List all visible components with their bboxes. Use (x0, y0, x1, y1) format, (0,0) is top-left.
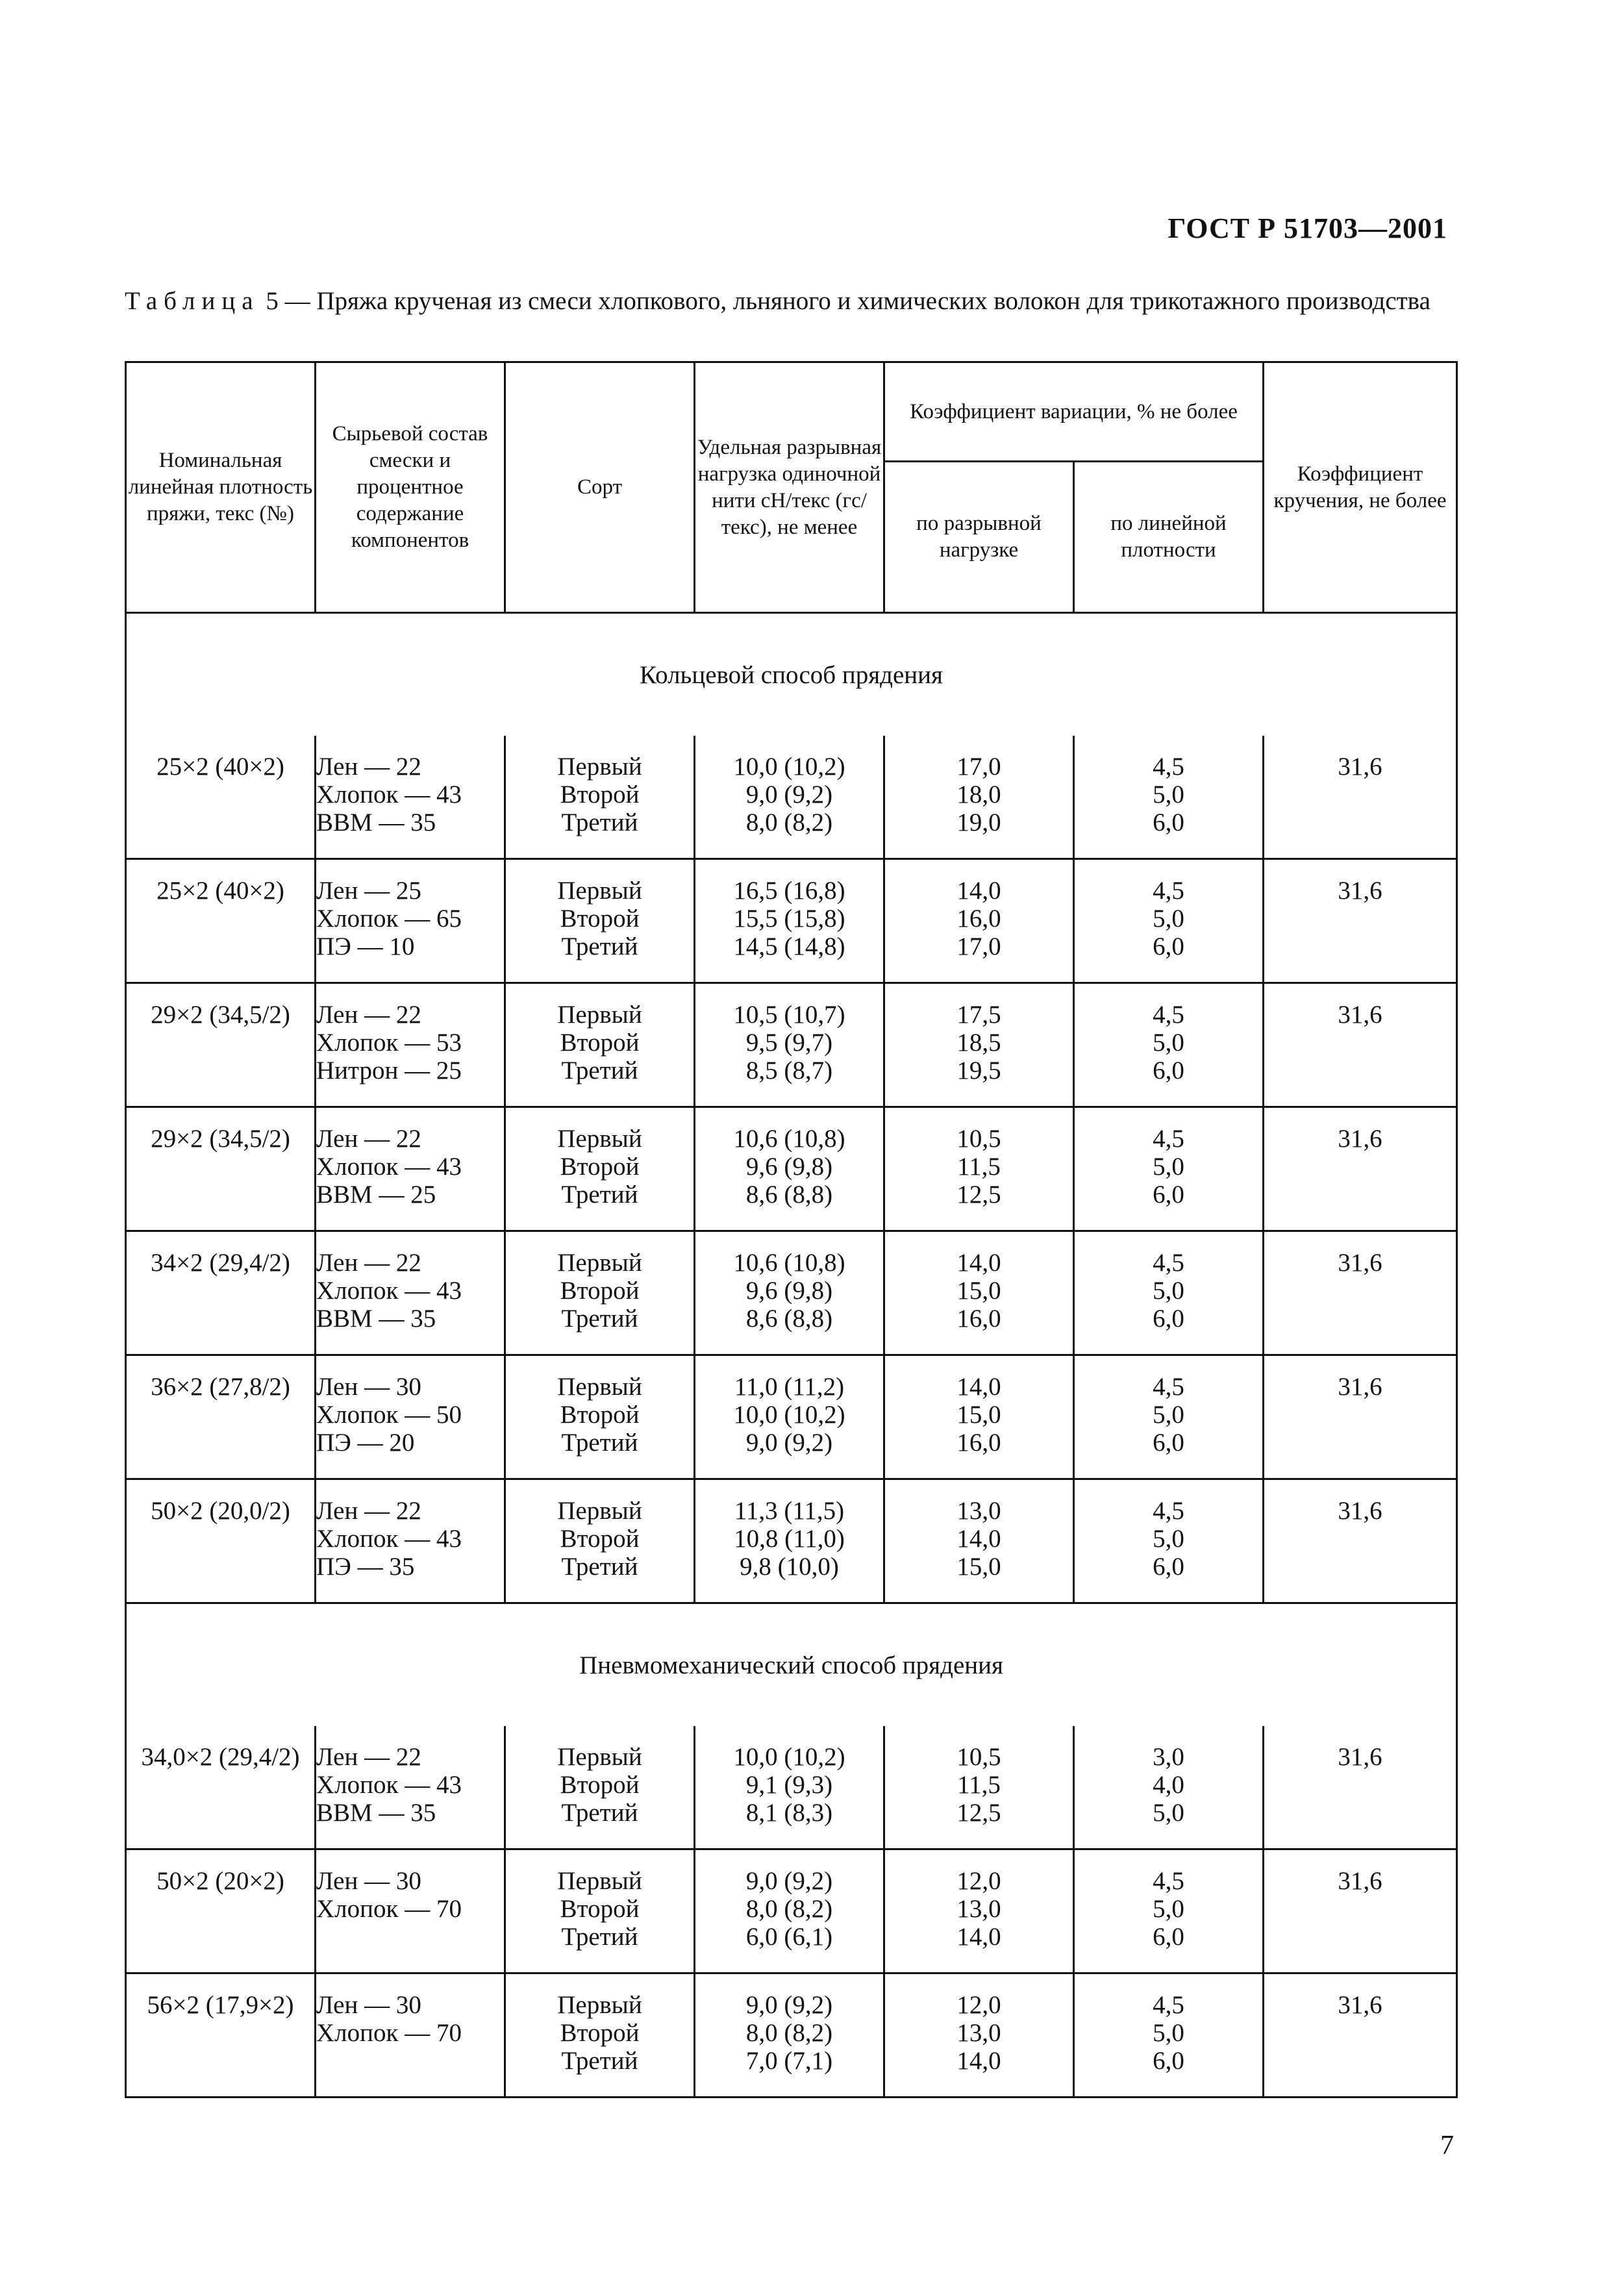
section-title: Пневмомеханический способ прядения (126, 1603, 1457, 1727)
grade-cell-line: Третий (561, 808, 638, 836)
twist-cell: 31,6 (1264, 1849, 1457, 1973)
twist-cell: 31,6 (1264, 1479, 1457, 1603)
grade-cell-line: Второй (560, 1771, 640, 1799)
caption-text: 5 — Пряжа крученая из смеси хлопкового, льняного и химических волокон для трикотажного производства (266, 287, 1430, 315)
grade-cell-line: Первый (557, 877, 642, 905)
var-density-cell-line: 6,0 (1153, 1305, 1184, 1333)
var-load-cell-line: 12,5 (956, 1799, 1001, 1827)
twist-cell: 31,6 (1264, 1355, 1457, 1479)
load-cell-line: 9,1 (9,3) (745, 1771, 833, 1799)
twist-cell: 31,6 (1264, 983, 1457, 1107)
header-var-load: по разрывной нагрузке (884, 462, 1074, 613)
grade-cell-line: Второй (560, 2019, 640, 2047)
var-density-cell-line: 4,0 (1153, 1771, 1184, 1799)
load-cell-line: 8,6 (8,8) (745, 1181, 833, 1209)
twist-cell: 31,6 (1264, 736, 1457, 859)
composition-cell (316, 1355, 505, 1479)
load-cell-line: 11,0 (11,2) (734, 1373, 845, 1401)
load-cell-line: 7,0 (7,1) (745, 2047, 833, 2075)
composition-cell-line: ПЭ — 10 (316, 933, 415, 960)
var-load-cell-line: 17,0 (956, 753, 1001, 781)
section-row (126, 1603, 1457, 1727)
composition-cell-line: Лен — 22 (316, 1125, 421, 1153)
section-title: Кольцевой способ прядения (126, 613, 1457, 736)
table-row (126, 736, 1457, 859)
density-cell: 25×2 (40×2) (126, 859, 316, 983)
document-id: ГОСТ Р 51703—2001 (1168, 212, 1447, 244)
var-density-cell-line: 5,0 (1153, 2019, 1184, 2047)
grade-cell-line: Третий (561, 1553, 638, 1581)
var-load-cell-line: 14,0 (956, 1525, 1001, 1553)
density-cell: 29×2 (34,5/2) (126, 983, 316, 1107)
load-cell-line: 9,6 (9,8) (745, 1153, 833, 1181)
composition-cell (316, 859, 505, 983)
load-cell-line: 9,6 (9,8) (745, 1277, 833, 1305)
composition-cell-line: ПЭ — 20 (316, 1429, 415, 1457)
composition-cell-line: Хлопок — 70 (316, 1895, 462, 1923)
composition-cell-line: Лен — 30 (316, 1867, 421, 1895)
var-density-cell-line: 6,0 (1153, 808, 1184, 836)
var-load-cell-line: 14,0 (956, 877, 1001, 905)
composition-cell-line: ПЭ — 35 (316, 1553, 415, 1581)
var-load-cell-line: 19,0 (956, 808, 1001, 836)
load-cell-line: 6,0 (6,1) (745, 1923, 833, 1951)
header-density: Номинальная линейная плотность пряжи, текс (№) (126, 362, 316, 613)
density-cell: 36×2 (27,8/2) (126, 1355, 316, 1479)
table-row (126, 1973, 1457, 2098)
var-load-cell-line: 17,0 (956, 933, 1001, 960)
var-density-cell-line: 6,0 (1153, 1553, 1184, 1581)
var-density-cell (1074, 1849, 1264, 1973)
var-density-cell-line: 4,5 (1153, 877, 1184, 905)
composition-cell (316, 983, 505, 1107)
load-cell (695, 859, 884, 983)
grade-cell (505, 1479, 695, 1603)
grade-cell (505, 736, 695, 859)
var-density-cell-line: 4,5 (1153, 1125, 1184, 1153)
var-density-cell (1074, 859, 1264, 983)
composition-cell-line: ВВМ — 35 (316, 1799, 436, 1827)
composition-cell (316, 1973, 505, 2098)
composition-cell-line: Лен — 22 (316, 753, 421, 781)
var-load-cell (884, 1973, 1074, 2098)
var-density-cell (1074, 1355, 1264, 1479)
var-load-cell (884, 1849, 1074, 1973)
table-row (126, 859, 1457, 983)
composition-cell-line: Хлопок — 43 (316, 781, 462, 808)
load-cell-line: 9,0 (9,2) (745, 1429, 833, 1457)
load-cell-line: 8,1 (8,3) (745, 1799, 833, 1827)
grade-cell-line: Второй (560, 1029, 640, 1057)
load-cell (695, 1726, 884, 1849)
load-cell-line: 10,5 (10,7) (733, 1001, 845, 1029)
var-load-cell-line: 10,5 (956, 1125, 1001, 1153)
load-cell (695, 1107, 884, 1231)
grade-cell-line: Первый (557, 1001, 642, 1029)
load-cell-line: 8,0 (8,2) (745, 1895, 833, 1923)
load-cell-line: 9,0 (9,2) (745, 1991, 833, 2019)
grade-cell-line: Первый (557, 1497, 642, 1525)
table-row (126, 1849, 1457, 1973)
grade-cell (505, 1973, 695, 2098)
var-density-cell (1074, 983, 1264, 1107)
composition-cell-line: ВВМ — 35 (316, 808, 436, 836)
grade-cell (505, 1726, 695, 1849)
var-load-cell-line: 15,0 (956, 1401, 1001, 1429)
var-density-cell-line: 5,0 (1153, 1799, 1184, 1827)
var-density-cell-line: 4,5 (1153, 1249, 1184, 1277)
density-cell: 34×2 (29,4/2) (126, 1231, 316, 1355)
var-density-cell (1074, 1231, 1264, 1355)
composition-cell (316, 736, 505, 859)
composition-cell-line: Хлопок — 43 (316, 1771, 462, 1799)
var-density-cell-line: 5,0 (1153, 1401, 1184, 1429)
var-load-cell-line: 13,0 (956, 1895, 1001, 1923)
grade-cell-line: Второй (560, 1153, 640, 1181)
composition-cell-line: Хлопок — 53 (316, 1029, 462, 1057)
grade-cell (505, 859, 695, 983)
var-load-cell-line: 16,0 (956, 905, 1001, 933)
table-row (126, 1479, 1457, 1603)
composition-cell-line: ВВМ — 25 (316, 1181, 436, 1209)
yarn-properties-table (125, 361, 1458, 2098)
grade-cell (505, 1355, 695, 1479)
composition-cell-line: Лен — 30 (316, 1991, 421, 2019)
var-load-cell-line: 18,0 (956, 781, 1001, 808)
composition-cell-line: Лен — 22 (316, 1249, 421, 1277)
var-density-cell (1074, 1726, 1264, 1849)
grade-cell-line: Третий (561, 2047, 638, 2075)
var-load-cell (884, 983, 1074, 1107)
var-load-cell-line: 12,0 (956, 1991, 1001, 2019)
var-density-cell-line: 3,0 (1153, 1743, 1184, 1771)
load-cell-line: 8,5 (8,7) (745, 1057, 833, 1084)
table-row (126, 1107, 1457, 1231)
load-cell-line: 8,0 (8,2) (745, 2019, 833, 2047)
table-body (126, 613, 1457, 2098)
var-load-cell-line: 11,5 (957, 1153, 1001, 1181)
grade-cell-line: Второй (560, 1277, 640, 1305)
var-density-cell-line: 5,0 (1153, 1895, 1184, 1923)
var-load-cell-line: 10,5 (956, 1743, 1001, 1771)
density-cell: 50×2 (20,0/2) (126, 1479, 316, 1603)
table-row (126, 1726, 1457, 1849)
var-load-cell (884, 736, 1074, 859)
load-cell (695, 1973, 884, 2098)
var-load-cell (884, 1107, 1074, 1231)
load-cell-line: 15,5 (15,8) (733, 905, 845, 933)
composition-cell-line: Хлопок — 65 (316, 905, 462, 933)
grade-cell-line: Первый (557, 1867, 642, 1895)
var-load-cell-line: 14,0 (956, 2047, 1001, 2075)
composition-cell-line: Лен — 22 (316, 1743, 421, 1771)
var-load-cell (884, 1231, 1074, 1355)
load-cell (695, 983, 884, 1107)
var-load-cell-line: 16,0 (956, 1305, 1001, 1333)
grade-cell-line: Второй (560, 1401, 640, 1429)
load-cell-line: 8,6 (8,8) (745, 1305, 833, 1333)
var-density-cell-line: 5,0 (1153, 1153, 1184, 1181)
grade-cell-line: Первый (557, 1991, 642, 2019)
load-cell-line: 9,0 (9,2) (745, 1867, 833, 1895)
twist-cell: 31,6 (1264, 1726, 1457, 1849)
var-density-cell (1074, 736, 1264, 859)
var-density-cell-line: 6,0 (1153, 933, 1184, 960)
composition-cell-line: Хлопок — 50 (316, 1401, 462, 1429)
composition-cell (316, 1479, 505, 1603)
composition-cell-line: Хлопок — 43 (316, 1153, 462, 1181)
twist-cell: 31,6 (1264, 1107, 1457, 1231)
header-var-density: по линейной плотности (1074, 462, 1264, 613)
load-cell-line: 10,0 (10,2) (733, 1743, 845, 1771)
var-density-cell (1074, 1107, 1264, 1231)
composition-cell-line: Хлопок — 43 (316, 1525, 462, 1553)
composition-cell (316, 1726, 505, 1849)
header-twist: Коэффициент кручения, не более (1264, 362, 1457, 613)
table-header-row (126, 362, 1457, 462)
table-row (126, 983, 1457, 1107)
var-density-cell-line: 4,5 (1153, 1497, 1184, 1525)
density-cell: 56×2 (17,9×2) (126, 1973, 316, 2098)
load-cell (695, 1355, 884, 1479)
grade-cell-line: Третий (561, 1305, 638, 1333)
twist-cell: 31,6 (1264, 1973, 1457, 2098)
var-load-cell-line: 15,0 (956, 1277, 1001, 1305)
var-load-cell-line: 13,0 (956, 1497, 1001, 1525)
var-density-cell-line: 6,0 (1153, 1181, 1184, 1209)
composition-cell-line: Нитрон — 25 (316, 1057, 462, 1084)
header-variation: Коэффициент вариации, % не более (884, 362, 1264, 462)
grade-cell-line: Первый (557, 753, 642, 781)
load-cell (695, 736, 884, 859)
var-load-cell (884, 1479, 1074, 1603)
var-density-cell-line: 6,0 (1153, 1429, 1184, 1457)
load-cell-line: 8,0 (8,2) (745, 808, 833, 836)
density-cell: 25×2 (40×2) (126, 736, 316, 859)
grade-cell-line: Третий (561, 1057, 638, 1084)
var-density-cell-line: 5,0 (1153, 1029, 1184, 1057)
var-load-cell-line: 12,5 (956, 1181, 1001, 1209)
var-load-cell-line: 17,5 (956, 1001, 1001, 1029)
grade-cell (505, 1849, 695, 1973)
grade-cell-line: Третий (561, 933, 638, 960)
load-cell (695, 1231, 884, 1355)
var-load-cell-line: 19,5 (956, 1057, 1001, 1084)
composition-cell-line: ВВМ — 35 (316, 1305, 436, 1333)
caption-label: Таблица (125, 287, 260, 315)
grade-cell (505, 983, 695, 1107)
var-density-cell-line: 5,0 (1153, 781, 1184, 808)
var-density-cell (1074, 1973, 1264, 2098)
var-load-cell-line: 11,5 (957, 1771, 1001, 1799)
twist-cell: 31,6 (1264, 859, 1457, 983)
var-load-cell-line: 12,0 (956, 1867, 1001, 1895)
load-cell-line: 11,3 (11,5) (734, 1497, 845, 1525)
grade-cell (505, 1107, 695, 1231)
var-load-cell-line: 14,0 (956, 1923, 1001, 1951)
var-density-cell-line: 4,5 (1153, 753, 1184, 781)
var-load-cell (884, 1355, 1074, 1479)
density-cell: 34,0×2 (29,4/2) (126, 1726, 316, 1849)
var-density-cell-line: 5,0 (1153, 905, 1184, 933)
var-load-cell-line: 14,0 (956, 1373, 1001, 1401)
var-load-cell-line: 16,0 (956, 1429, 1001, 1457)
load-cell-line: 10,6 (10,8) (733, 1249, 845, 1277)
density-cell: 50×2 (20×2) (126, 1849, 316, 1973)
composition-cell (316, 1107, 505, 1231)
load-cell-line: 9,5 (9,7) (745, 1029, 833, 1057)
var-density-cell-line: 4,5 (1153, 1991, 1184, 2019)
load-cell-line: 16,5 (16,8) (733, 877, 845, 905)
header-grade: Сорт (505, 362, 695, 613)
composition-cell (316, 1231, 505, 1355)
composition-cell-line: Хлопок — 70 (316, 2019, 462, 2047)
header-composition: Сырьевой состав смески и процентное содержание компонентов (316, 362, 505, 613)
grade-cell-line: Второй (560, 1895, 640, 1923)
var-load-cell-line: 15,0 (956, 1553, 1001, 1581)
load-cell-line: 10,0 (10,2) (733, 1401, 845, 1429)
var-density-cell-line: 4,5 (1153, 1001, 1184, 1029)
section-row (126, 613, 1457, 736)
grade-cell-line: Первый (557, 1249, 642, 1277)
composition-cell (316, 1849, 505, 1973)
var-load-cell-line: 14,0 (956, 1249, 1001, 1277)
table-caption (125, 286, 1449, 316)
grade-cell-line: Третий (561, 1181, 638, 1209)
grade-cell (505, 1231, 695, 1355)
grade-cell-line: Третий (561, 1923, 638, 1951)
var-density-cell-line: 6,0 (1153, 1923, 1184, 1951)
grade-cell-line: Первый (557, 1743, 642, 1771)
table-row (126, 1231, 1457, 1355)
var-load-cell-line: 13,0 (956, 2019, 1001, 2047)
twist-cell: 31,6 (1264, 1231, 1457, 1355)
load-cell-line: 9,0 (9,2) (745, 781, 833, 808)
load-cell-line: 10,6 (10,8) (733, 1125, 845, 1153)
var-density-cell (1074, 1479, 1264, 1603)
grade-cell-line: Первый (557, 1125, 642, 1153)
load-cell (695, 1479, 884, 1603)
var-load-cell (884, 859, 1074, 983)
grade-cell-line: Третий (561, 1799, 638, 1827)
table-row (126, 1355, 1457, 1479)
composition-cell-line: Хлопок — 43 (316, 1277, 462, 1305)
page-number: 7 (1440, 2131, 1454, 2161)
var-density-cell-line: 6,0 (1153, 2047, 1184, 2075)
var-load-cell-line: 18,5 (956, 1029, 1001, 1057)
load-cell-line: 14,5 (14,8) (733, 933, 845, 960)
grade-cell-line: Первый (557, 1373, 642, 1401)
header-load: Удельная разрывная нагрузка одиночной нити сН/текс (гс/текс), не менее (695, 362, 884, 613)
var-density-cell-line: 5,0 (1153, 1525, 1184, 1553)
composition-cell-line: Лен — 22 (316, 1497, 421, 1525)
composition-cell-line: Лен — 30 (316, 1373, 421, 1401)
load-cell-line: 10,8 (11,0) (734, 1525, 845, 1553)
var-density-cell-line: 5,0 (1153, 1277, 1184, 1305)
var-density-cell-line: 6,0 (1153, 1057, 1184, 1084)
grade-cell-line: Третий (561, 1429, 638, 1457)
load-cell (695, 1849, 884, 1973)
load-cell-line: 10,0 (10,2) (733, 753, 845, 781)
load-cell-line: 9,8 (10,0) (740, 1553, 839, 1581)
var-density-cell-line: 4,5 (1153, 1373, 1184, 1401)
grade-cell-line: Второй (560, 905, 640, 933)
var-density-cell-line: 4,5 (1153, 1867, 1184, 1895)
grade-cell-line: Второй (560, 781, 640, 808)
composition-cell-line: Лен — 22 (316, 1001, 421, 1029)
grade-cell-line: Второй (560, 1525, 640, 1553)
density-cell: 29×2 (34,5/2) (126, 1107, 316, 1231)
composition-cell-line: Лен — 25 (316, 877, 421, 905)
var-load-cell (884, 1726, 1074, 1849)
